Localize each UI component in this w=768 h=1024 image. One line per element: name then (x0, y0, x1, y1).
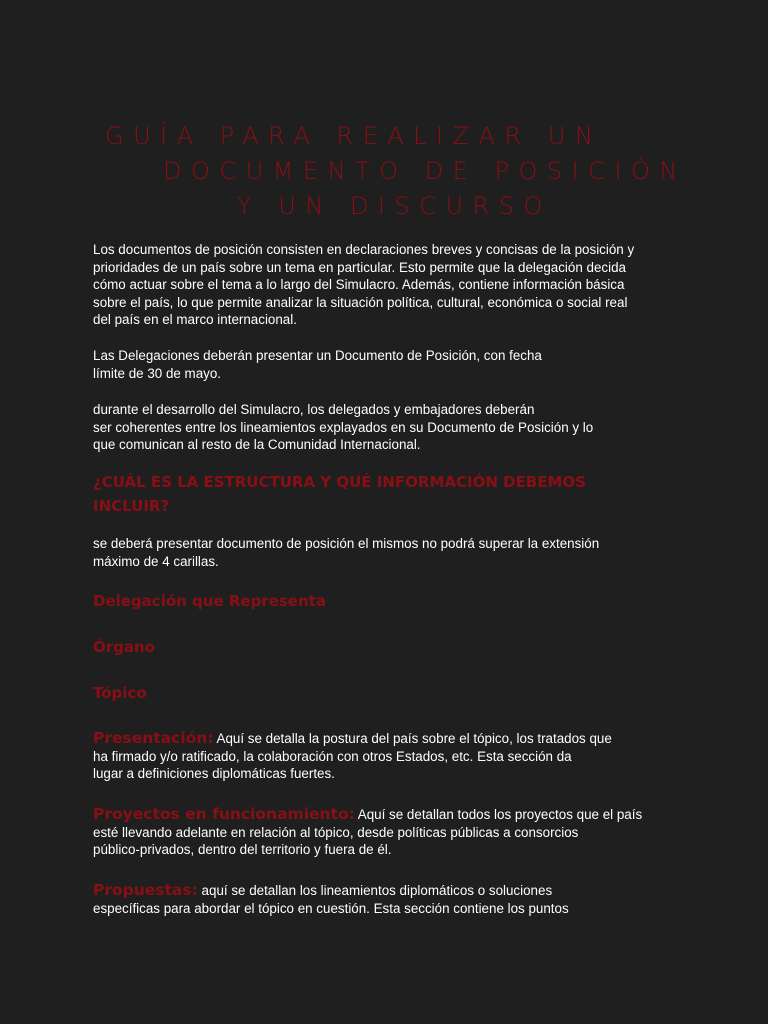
title-line-3: Y UN DISCURSO (237, 192, 552, 220)
coherence-paragraph (93, 401, 683, 454)
topic-heading: Tópico (93, 684, 147, 702)
organ-heading: Órgano (93, 638, 155, 656)
structure-heading-line-2: INCLUIR? (93, 497, 170, 515)
deadline-line: límite de 30 de mayo. (93, 365, 222, 381)
title-line-2: DOCUMENTO DE POSICIÓN (163, 157, 687, 185)
deadline-line: Las Delegaciones deberán presentar un Documento de Posición, con fecha (93, 348, 542, 363)
projects-first-line (93, 806, 683, 824)
intro-paragraph (93, 241, 683, 329)
intro-line: cómo actuar sobre el tema a lo largo del Simulacro. Además, contiene información básica (93, 277, 625, 293)
intro-line: sobre el país, lo que permite analizar la situación política, cultural, económica o social real (93, 294, 628, 310)
presentation-line: ha firmado y/o ratificado, la colaboración con otros Estados, etc. Esta sección da (93, 748, 572, 764)
proposals-paragraph (93, 882, 683, 917)
projects-line: esté llevando adelante en relación al tópico, desde políticas públicas a consorcios (93, 824, 579, 840)
structure-heading (93, 470, 586, 518)
intro-line: prioridades de un país sobre un tema en particular. Esto permite que la delegación decida (93, 259, 626, 275)
proposals-line: específicas para abordar el tópico en cuestión. Esta sección contiene los puntos (93, 900, 569, 916)
presentation-label: Presentación: (93, 729, 214, 747)
projects-label: Proyectos en funcionamiento: (93, 805, 355, 823)
coherence-line: ser coherentes entre los lineamientos explayados en su Documento de Posición y lo (93, 419, 594, 435)
title-line-1: GUÍA PARA REALIZAR UN (105, 122, 603, 150)
extension-paragraph (93, 535, 683, 570)
presentation-first-line (93, 730, 683, 748)
deadline-paragraph (93, 347, 683, 382)
presentation-line: lugar a definiciones diplomáticas fuertes. (93, 766, 335, 782)
intro-line: del país en el marco internacional. (93, 312, 297, 328)
projects-paragraph (93, 806, 683, 859)
coherence-line: durante el desarrollo del Simulacro, los delegados y embajadores deberán (93, 402, 535, 417)
extension-line: se deberá presentar documento de posición el mismos no podrá superar la extensión (93, 536, 600, 551)
presentation-paragraph (93, 730, 683, 783)
coherence-line: que comunican al resto de la Comunidad Internacional. (93, 437, 421, 453)
projects-text: Aquí se detallan todos los proyectos que el país (354, 807, 643, 822)
proposals-label: Propuestas: (93, 881, 198, 899)
proposals-text: aquí se detallan los lineamientos diplomáticos o soluciones (197, 883, 553, 898)
projects-line: público-privados, dentro del territorio y fuera de él. (93, 842, 392, 858)
structure-heading-line-1: ¿CUÁL ES LA ESTRUCTURA Y QUÉ INFORMACIÓN DEBEMOS (93, 473, 586, 491)
intro-line: Los documentos de posición consisten en declaraciones breves y concisas de la posición y (93, 242, 635, 257)
presentation-text: Aquí se detalla la postura del país sobre el tópico, los tratados que (213, 731, 612, 746)
proposals-first-line (93, 882, 683, 900)
extension-line: máximo de 4 carillas. (93, 553, 219, 569)
delegation-heading: Delegación que Representa (93, 592, 326, 610)
